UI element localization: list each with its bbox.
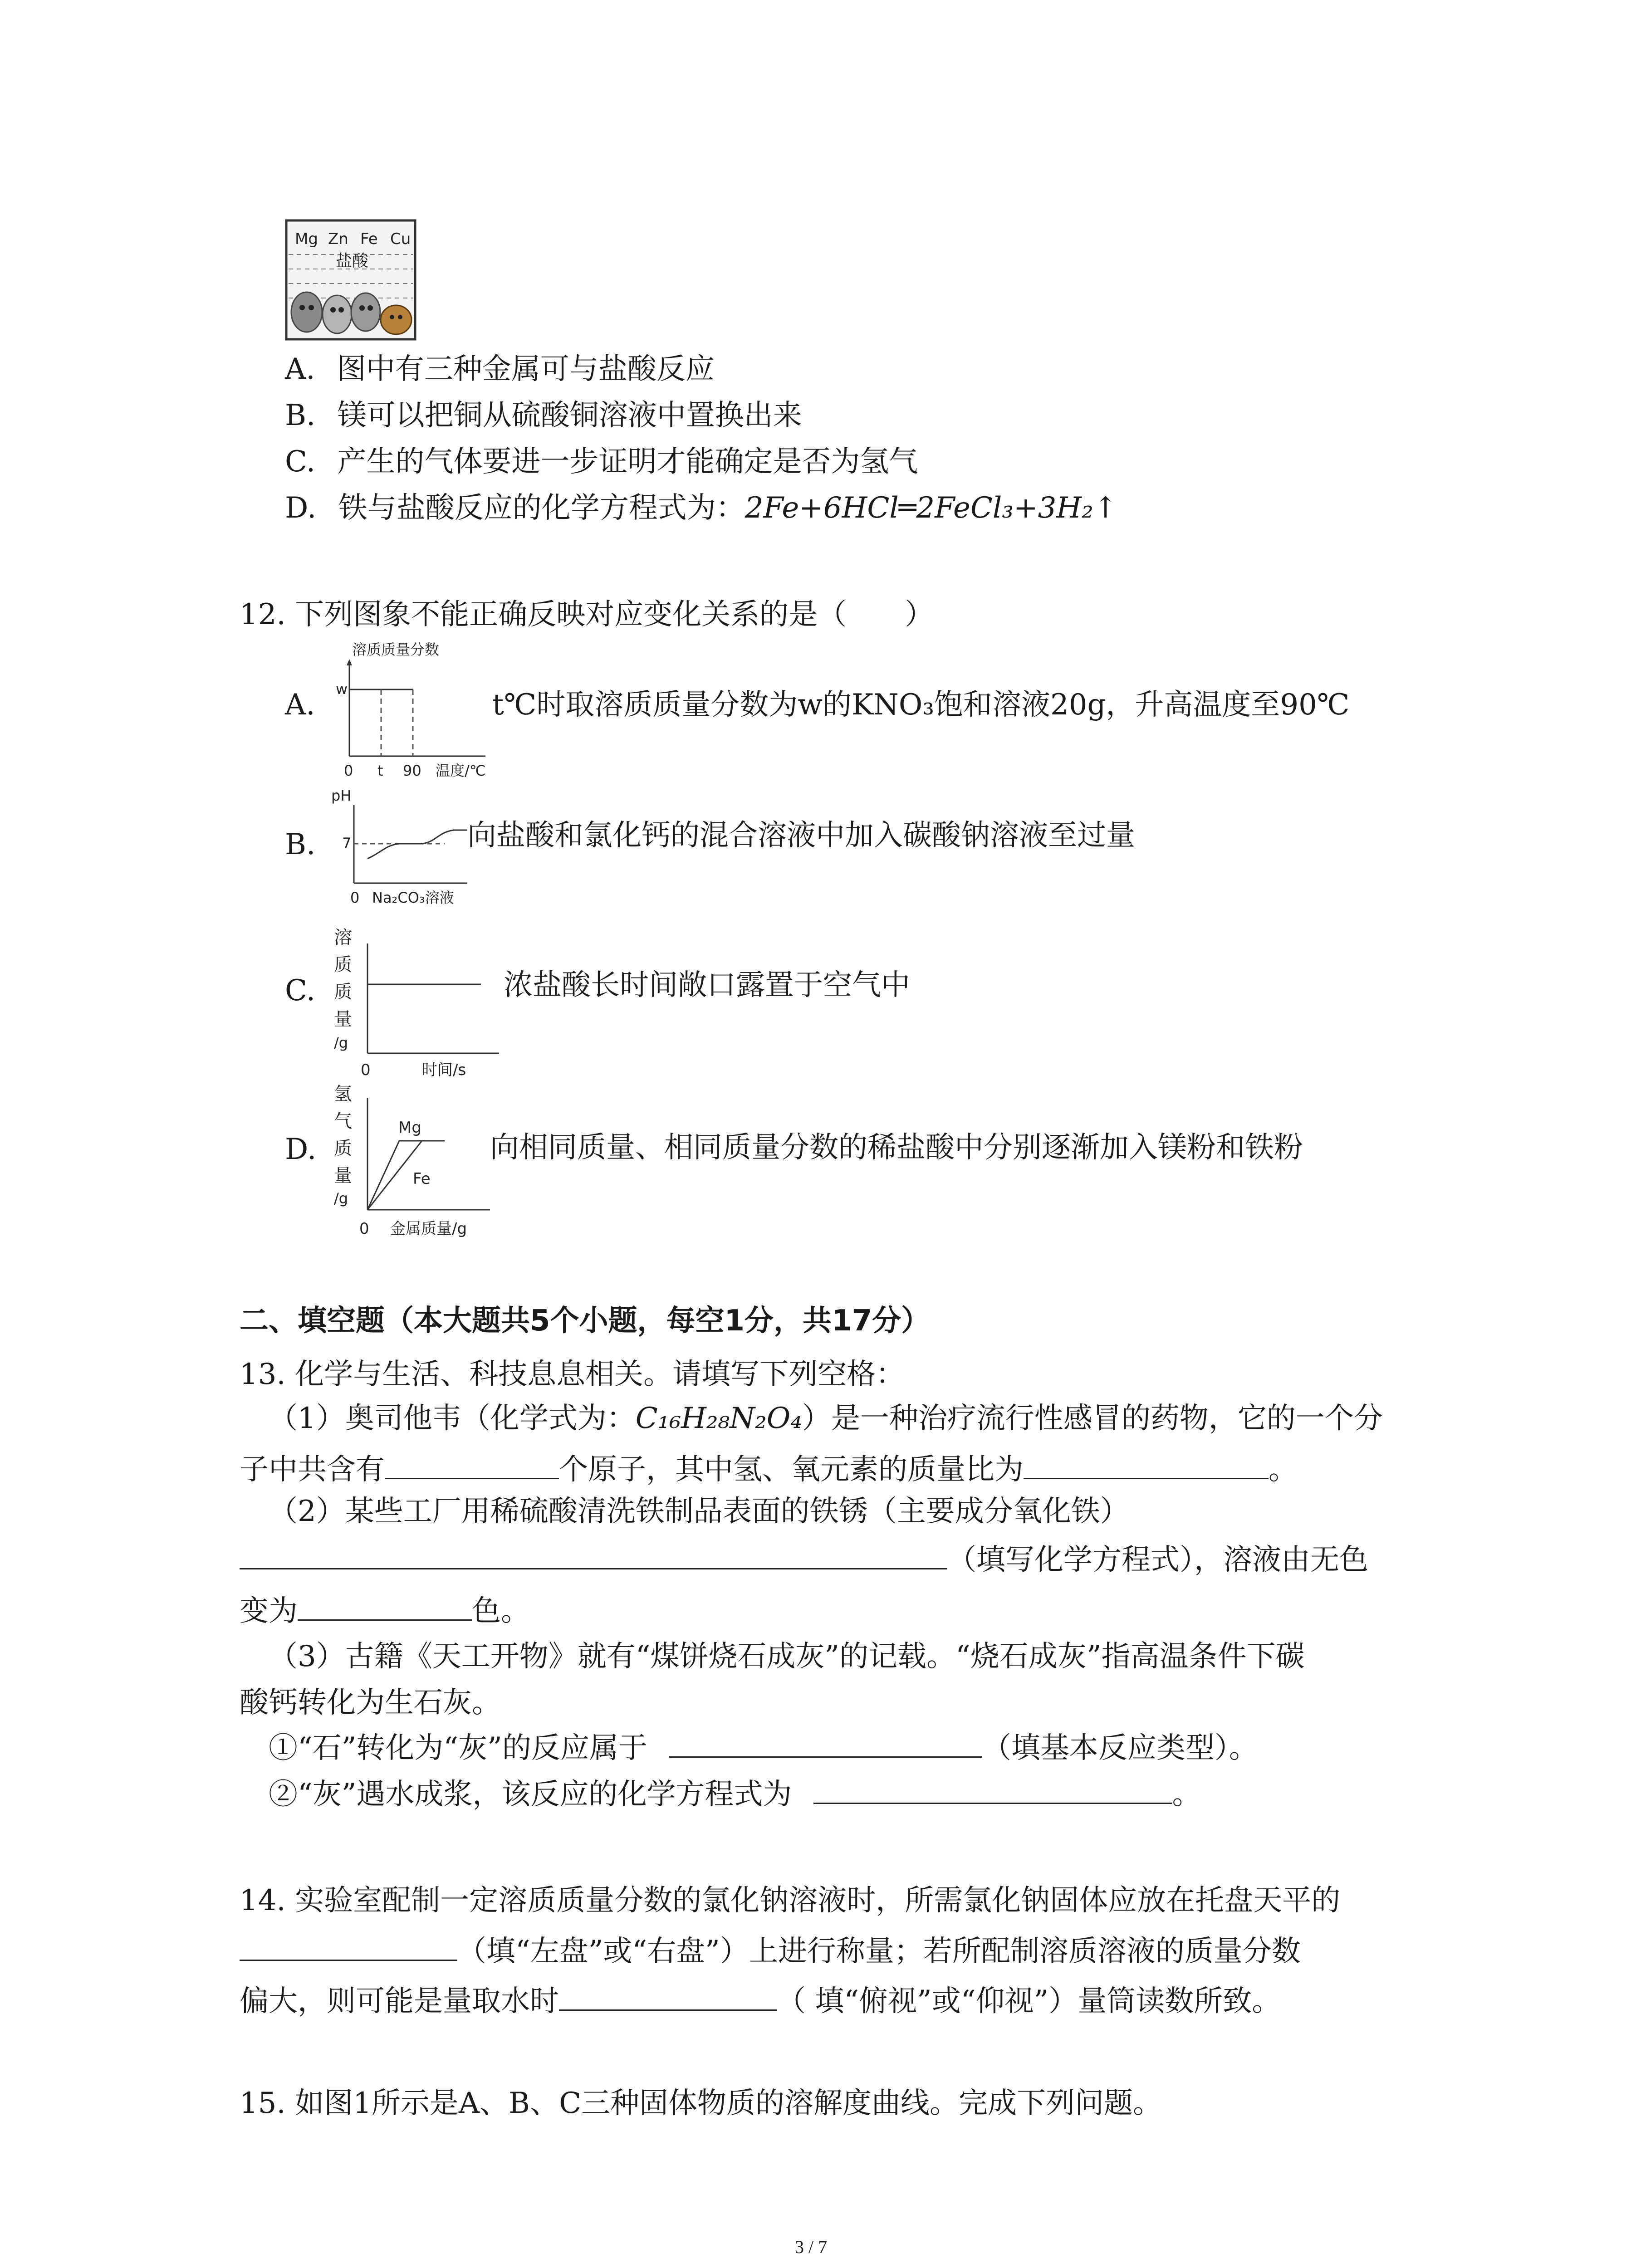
blank-rust-equation[interactable]: [240, 1568, 947, 1569]
svg-text:量: 量: [334, 1009, 352, 1030]
svg-text:/g: /g: [334, 1034, 348, 1051]
option-letter: C.: [285, 445, 316, 479]
option-letter: D.: [285, 491, 317, 525]
graph-a-xtick-0: 0: [344, 762, 353, 779]
q14-line1: 14. 实验室配制一定溶质质量分数的氯化钠溶液时，所需氯化钠固体应放在托盘天平的: [240, 1884, 1341, 1917]
option-text: 图中有三种金属可与盐酸反应: [337, 352, 715, 386]
svg-text:气: 气: [334, 1111, 352, 1132]
svg-text:/g: /g: [334, 1190, 348, 1207]
q12-option-d-text: 向相同质量、相同质量分数的稀盐酸中分别逐渐加入镁粉和铁粉: [490, 1131, 1303, 1164]
metal-label-fe: Fe: [360, 230, 378, 248]
q12-graph-d: [331, 1082, 495, 1243]
q13-part2-line2: （填写化学方程式），溶液由无色: [240, 1545, 1368, 1574]
graph-d-series-fe: Fe: [413, 1170, 431, 1188]
q12-option-b-letter: B.: [285, 828, 316, 861]
blank-reading-method[interactable]: [559, 2009, 777, 2011]
option-text: 镁可以把铜从硫酸铜溶液中置换出来: [337, 399, 802, 432]
graph-b-ytick-7: 7: [342, 835, 352, 852]
q13-stem: 13. 化学与生活、科技息息相关。请填写下列空格：: [240, 1358, 905, 1391]
svg-text:氢: 氢: [334, 1084, 352, 1105]
graph-d-xtick-0: 0: [359, 1220, 369, 1238]
graph-a-xtick-90: 90: [403, 762, 421, 779]
q12-option-c-text: 浓盐酸长时间敞口露置于空气中: [504, 968, 910, 1002]
blank-lime-equation[interactable]: [813, 1802, 1172, 1804]
hydrochloric-acid-label: 盐酸: [336, 252, 369, 270]
q12-option-d-letter: D.: [285, 1133, 317, 1166]
q12-option-b-text: 向盐酸和氯化钙的混合溶液中加入碳酸钠溶液至过量: [467, 819, 1135, 852]
svg-text:质: 质: [334, 982, 352, 1002]
graph-c-ylabel: [334, 927, 352, 1051]
option-text: 产生的气体要进一步证明才能确定是否为氢气: [337, 445, 918, 479]
graph-a-xlabel: 温度/℃: [436, 762, 486, 779]
q12-graph-a: [336, 637, 504, 787]
q12-graph-c: [331, 925, 504, 1084]
graph-d-ylabel: [334, 1084, 352, 1207]
graph-d-xlabel: 金属质量/g: [390, 1220, 467, 1238]
graph-d-series-mg: Mg: [398, 1119, 421, 1137]
blank-atom-count[interactable]: [385, 1477, 559, 1479]
metal-label-cu: Cu: [390, 230, 411, 248]
metal-label-zn: Zn: [328, 230, 348, 248]
blank-solution-color[interactable]: [298, 1619, 472, 1621]
q13-part1-line2: 子中共含有 个原子，其中氢、氧元素的质量比为 。: [240, 1453, 1298, 1486]
metal-label-mg: Mg: [295, 230, 318, 248]
q13-part3-line2: 酸钙转化为生石灰。: [240, 1686, 501, 1720]
q13-part3-line1: （3）古籍《天工开物》就有“煤饼烧石成灰”的记载。“烧石成灰”指高温条件下碳: [269, 1640, 1305, 1673]
q14-line2: （填“左盘”或“右盘”）上进行称量；若所配制溶质溶液的质量分数: [240, 1937, 1301, 1966]
q12-option-c-letter: C.: [285, 974, 316, 1007]
svg-text:质: 质: [334, 1138, 352, 1159]
blank-h-o-mass-ratio[interactable]: [1024, 1477, 1269, 1479]
option-text: 铁与盐酸反应的化学方程式为：: [338, 491, 745, 525]
svg-text:量: 量: [334, 1165, 352, 1186]
chemical-equation: 2Fe+6HCl═2FeCl₃+3H₂↑: [745, 491, 1118, 525]
q11-beaker-figure: [285, 219, 416, 341]
graph-b-ylabel: pH: [331, 787, 352, 804]
graph-c-xtick-0: 0: [361, 1061, 371, 1079]
q15-line1: 15. 如图1所示是A、B、C三种固体物质的溶解度曲线。完成下列问题。: [240, 2087, 1162, 2120]
q12-option-a-letter: A.: [285, 688, 315, 722]
option-letter: A.: [285, 352, 315, 386]
q13-part2-line3: 变为 色。: [240, 1594, 530, 1628]
q12-option-a-text: t℃时取溶质质量分数为w的KNO₃饱和溶液20g，升高温度至90℃: [492, 688, 1350, 722]
q11-option-c: [285, 445, 918, 479]
option-letter: B.: [285, 399, 316, 432]
blank-balance-pan[interactable]: [240, 1959, 457, 1961]
graph-a-ylabel: 溶质质量分数: [352, 641, 440, 658]
oseltamivir-formula: C₁₆H₂₈N₂O₄: [635, 1402, 802, 1435]
q11-option-b: [285, 401, 802, 430]
section-heading: 二、填空题（本大题共5个小题，每空1分，共17分）: [240, 1304, 931, 1338]
q11-option-a: [285, 352, 715, 386]
graph-b-xlabel: Na₂CO₃溶液: [372, 889, 454, 906]
graph-c-xlabel: 时间/s: [422, 1061, 466, 1079]
blank-reaction-type[interactable]: [669, 1756, 982, 1758]
q14-line3: 偏大，则可能是量取水时 （ 填“俯视”或“仰视”）量筒读数所致。: [240, 1984, 1281, 2018]
svg-text:溶: 溶: [334, 927, 352, 948]
graph-a-ytick-w: w: [336, 680, 348, 698]
graph-a-xtick-t: t: [377, 762, 383, 779]
q13-part1-line1: （1）奥司他韦（化学式为：C₁₆H₂₈N₂O₄）是一种治疗流行性感冒的药物，它的一个分: [269, 1402, 1383, 1435]
q13-part2-line1: （2）某些工厂用稀硫酸清洗铁制品表面的铁锈（主要成分氧化铁）: [269, 1495, 1129, 1528]
svg-text:质: 质: [334, 954, 352, 975]
q13-part3-q1: ①“石”转化为“灰”的反应属于 （填基本反应类型）。: [269, 1731, 1258, 1765]
page-number: 3 / 7: [795, 2237, 828, 2257]
q13-part3-q2: ②“灰”遇水成浆，该反应的化学方程式为 。: [269, 1778, 1201, 1811]
q11-option-d: [285, 491, 1118, 525]
q12-stem: 12. 下列图象不能正确反映对应变化关系的是（ ）: [240, 598, 934, 631]
graph-b-xtick-0: 0: [350, 889, 360, 906]
